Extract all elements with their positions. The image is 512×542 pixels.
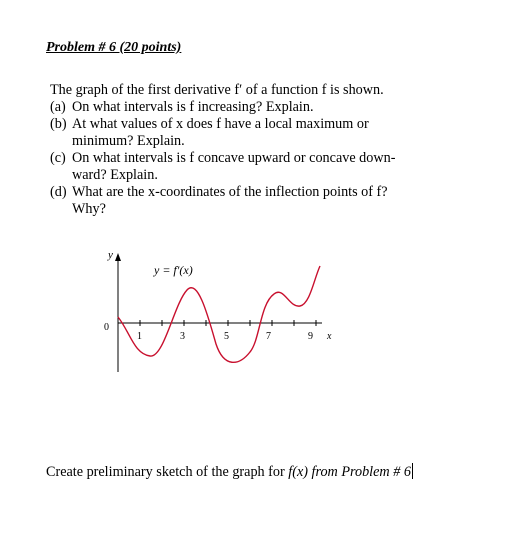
part-a-label: (a) bbox=[50, 99, 66, 115]
part-d-line-1: What are the x-coordinates of the inflection points of f? bbox=[72, 184, 388, 200]
tick-label-9: 9 bbox=[308, 331, 313, 342]
derivative-graph-svg bbox=[84, 244, 344, 384]
part-c-label: (c) bbox=[50, 150, 66, 166]
origin-label: 0 bbox=[104, 322, 109, 333]
part-b-line-1: At what values of x does f have a local maximum or bbox=[72, 116, 369, 132]
tick-label-3: 3 bbox=[180, 331, 185, 342]
tick-label-7: 7 bbox=[266, 331, 271, 342]
x-axis-label: x bbox=[327, 331, 332, 342]
footer-text-italic: f(x) from Problem # 6 bbox=[288, 464, 411, 480]
footer-text: Create preliminary sketch of the graph for bbox=[46, 464, 289, 480]
part-d-line-2: Why? bbox=[72, 201, 106, 217]
derivative-curve bbox=[118, 266, 320, 362]
derivative-graph bbox=[84, 244, 344, 384]
tick-label-5: 5 bbox=[224, 331, 229, 342]
problem-title: Problem # 6 (20 points) bbox=[46, 40, 182, 55]
part-d-label: (d) bbox=[50, 184, 67, 200]
part-c-line-1: On what intervals is f concave upward or concave down- bbox=[72, 150, 396, 166]
part-c-line-2: ward? Explain. bbox=[72, 167, 158, 183]
text-cursor bbox=[412, 463, 413, 479]
tick-label-1: 1 bbox=[137, 331, 142, 342]
part-c bbox=[50, 150, 470, 184]
part-b-line-2: minimum? Explain. bbox=[72, 133, 185, 149]
curve-label: y = f′(x) bbox=[154, 263, 193, 277]
y-axis-arrow bbox=[115, 253, 121, 261]
part-a bbox=[50, 99, 470, 116]
part-b-label: (b) bbox=[50, 116, 67, 132]
part-b bbox=[50, 116, 470, 150]
problem-statement bbox=[50, 82, 470, 218]
y-axis-label: y bbox=[108, 249, 113, 261]
part-a-line-1: On what intervals is f increasing? Explain. bbox=[72, 99, 314, 115]
problem-intro: The graph of the first derivative f′ of a function f is shown. bbox=[50, 82, 384, 98]
part-d bbox=[50, 184, 470, 218]
footer-instruction bbox=[46, 463, 413, 481]
